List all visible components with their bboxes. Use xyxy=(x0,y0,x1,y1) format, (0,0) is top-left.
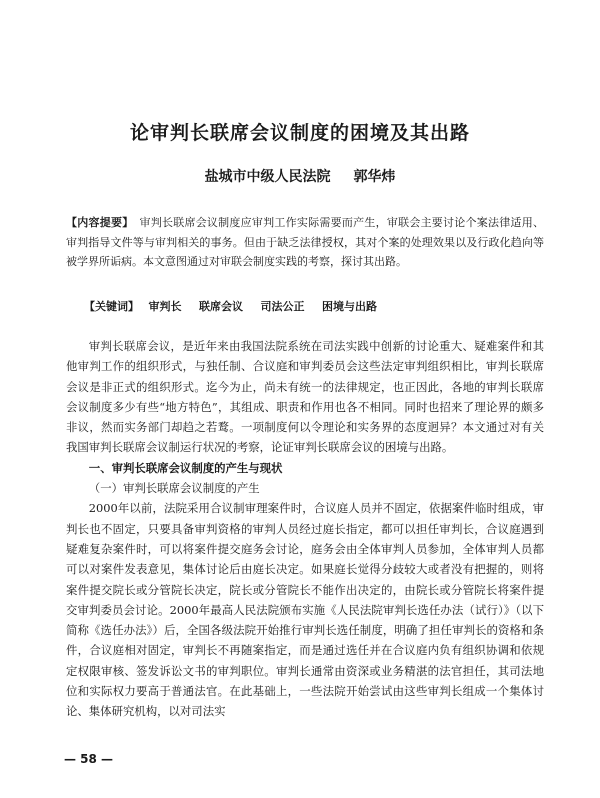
byline xyxy=(0,166,600,186)
keyword: 司法公正 xyxy=(260,300,305,313)
intro-paragraph: 审判长联席会议，是近年来由我国法院系统在司法实践中创新的讨论重大、疑难案件和其他审判工作的组织形式，与独任制、合议庭和审判委员会这些法定审判组织相比，审判长联席会议是非正式的组织形式。迄今为止，尚未有统一的法律规定，也正因此，各地的审判长联席会议制度多少有些“地方特色”，其组成、职责和作用也各不相同。同时也招来了理论界的颇多非议，然而实务部门却趋之若鹜。一项制度何以令理论和实务界的态度迥异？本文通过对有关我国审判长联席会议制运行状况的考察，论证审判长联席会议的困境与出路。 xyxy=(66,339,544,455)
author-name: 郭华炜 xyxy=(353,169,396,185)
article-body xyxy=(66,336,544,722)
body-paragraph: 2000年以前，法院采用合议制审理案件时，合议庭人员并不固定，依据案件临时组成，审判长也不固定，只要具备审判资格的审判人员经过庭长指定，都可以担任审判长，合议庭遇到疑难复杂案件时，可以将案件提交庭务会讨论，庭务会由全体审判人员参加，全体审判人员都可以对案件发表意见，集体讨论后由庭长决定。如果庭长觉得分歧较大或者没有把握的，则将案件提交院长或分管院长决定，院长或分管院长不能作出决定的，由院长或分管院长将案件提交审判委员会讨论。2000年最高人民法院颁布实施《人民法院审判长选任办法（试行）》（以下简称《选任办法》）后，全国各级法院开始推行审判长选任制度，明确了担任审判长的资格和条件，合议庭相对固定，审判长不再随案指定，而是通过选任并在合议庭内负有组织协调和依规定权限审核、签发诉讼文书的审判职位。审判长通常由资深或业务精湛的法官担任，其司法地位和实际权力要高于普通法官。在此基础上，一些法院开始尝试由这些审判长组成一个集体讨论、集体研究机构，以对司法实 xyxy=(66,501,544,719)
page-number: — 58 — xyxy=(64,752,114,766)
keywords xyxy=(84,298,544,316)
section-heading: 一、审判长联席会议制度的产生与现状 xyxy=(88,460,283,475)
keyword: 困境与出路 xyxy=(322,300,377,313)
keyword: 审判长 xyxy=(148,300,182,313)
keyword: 联席会议 xyxy=(199,300,243,313)
subsection-heading: （一）审判长联席会议制度的产生 xyxy=(88,481,260,496)
keywords-label: 【关键词】 xyxy=(84,300,139,313)
article-title: 论审判长联席会议制度的困境及其出路 xyxy=(129,122,470,144)
court-name: 盐城市中级人民法院 xyxy=(204,169,331,185)
abstract xyxy=(66,213,544,272)
abstract-text: 审判长联席会议制度应审判工作实际需要而产生，审联会主要讨论个案法律适用、审判指导文件等与审判相关的事务。但由于缺乏法律授权，其对个案的处理效果以及行政化趋向等被学界所诟病。本文意图通过对审联会制度实践的考察，探讨其出路。 xyxy=(66,216,545,268)
abstract-label: 【内容提要】 xyxy=(66,216,134,229)
